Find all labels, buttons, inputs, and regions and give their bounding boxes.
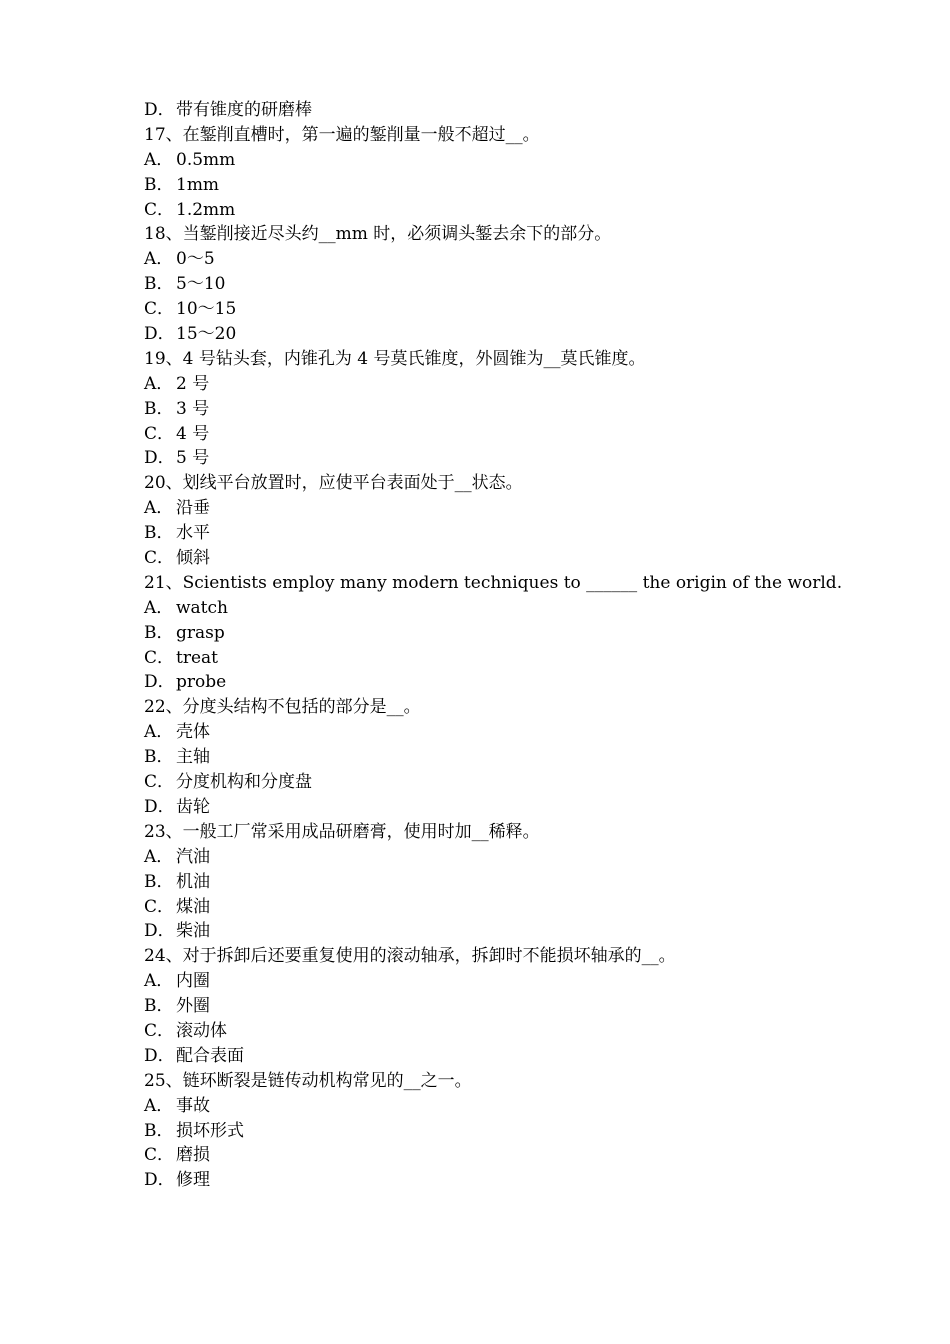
answer-option xyxy=(144,745,844,770)
answer-option xyxy=(144,1119,844,1144)
option-text: 5 号 xyxy=(176,448,210,469)
answer-option xyxy=(144,272,844,297)
answer-option xyxy=(144,148,844,173)
answer-option xyxy=(144,1143,844,1168)
option-letter: C． xyxy=(144,772,175,793)
option-text: 柴油 xyxy=(176,921,210,942)
option-text: 壳体 xyxy=(176,722,210,743)
option-text: treat xyxy=(176,647,218,668)
option-letter: D． xyxy=(144,324,175,345)
option-letter: B． xyxy=(144,174,174,195)
option-text: 机油 xyxy=(176,871,210,892)
option-text: 分度机构和分度盘 xyxy=(176,772,312,793)
option-letter: A． xyxy=(144,846,174,867)
answer-option xyxy=(144,98,844,123)
question-text: 24、对于拆卸后还要重复使用的滚动轴承，拆卸时不能损坏轴承的__。 xyxy=(144,946,676,967)
option-text: 0～5 xyxy=(176,249,215,270)
answer-option xyxy=(144,1094,844,1119)
option-letter: B． xyxy=(144,747,174,768)
option-letter: A． xyxy=(144,1095,174,1116)
answer-option xyxy=(144,1019,844,1044)
answer-option xyxy=(144,720,844,745)
option-text: 煤油 xyxy=(176,896,210,917)
answer-option xyxy=(144,322,844,347)
answer-option xyxy=(144,596,844,621)
option-letter: A． xyxy=(144,722,174,743)
option-letter: B． xyxy=(144,1120,174,1141)
option-letter: C． xyxy=(144,199,175,220)
option-text: 3 号 xyxy=(176,398,210,419)
question-text: 18、当錾削接近尽头约__mm 时，必须调头錾去余下的部分。 xyxy=(144,224,612,245)
option-letter: D． xyxy=(144,448,175,469)
answer-option xyxy=(144,621,844,646)
option-text: 滚动体 xyxy=(176,1020,227,1041)
question-text: 21、Scientists employ many modern techniques to ______ the origin of the world. xyxy=(144,572,843,593)
answer-option xyxy=(144,670,844,695)
answer-option xyxy=(144,496,844,521)
option-text: 事故 xyxy=(176,1095,210,1116)
option-letter: B． xyxy=(144,274,174,295)
option-letter: C． xyxy=(144,1020,175,1041)
answer-option xyxy=(144,770,844,795)
option-text: 2 号 xyxy=(176,373,210,394)
option-text: 沿垂 xyxy=(176,498,210,519)
answer-option xyxy=(144,422,844,447)
option-text: 10～15 xyxy=(176,299,237,320)
question-text: 17、在錾削直槽时，第一遍的錾削量一般不超过__。 xyxy=(144,124,540,145)
option-letter: C． xyxy=(144,896,175,917)
option-letter: B． xyxy=(144,996,174,1017)
answer-option xyxy=(144,521,844,546)
option-text: 配合表面 xyxy=(176,1045,244,1066)
option-letter: A． xyxy=(144,373,174,394)
option-letter: B． xyxy=(144,871,174,892)
option-text: 带有锥度的研磨棒 xyxy=(176,100,312,120)
option-text: 1mm xyxy=(176,174,220,195)
option-letter: C． xyxy=(144,299,175,320)
answer-option xyxy=(144,646,844,671)
option-letter: A． xyxy=(144,149,174,170)
option-letter: B． xyxy=(144,523,174,544)
answer-option xyxy=(144,198,844,223)
option-text: 4 号 xyxy=(176,423,210,444)
answer-option xyxy=(144,173,844,198)
option-letter: D． xyxy=(144,672,175,693)
answer-option xyxy=(144,895,844,920)
option-text: 水平 xyxy=(176,523,210,544)
document-page xyxy=(144,98,844,1193)
option-text: 0.5mm xyxy=(176,149,236,170)
option-text: 5～10 xyxy=(176,274,226,295)
option-letter: D． xyxy=(144,100,175,120)
option-text: 主轴 xyxy=(176,747,210,768)
option-text: 外圈 xyxy=(176,996,210,1017)
option-letter: C． xyxy=(144,1145,175,1166)
answer-option xyxy=(144,870,844,895)
option-text: 修理 xyxy=(176,1170,210,1191)
option-text: 倾斜 xyxy=(176,548,210,569)
option-letter: B． xyxy=(144,398,174,419)
option-letter: C． xyxy=(144,548,175,569)
answer-option xyxy=(144,1168,844,1193)
option-letter: D． xyxy=(144,1045,175,1066)
answer-option xyxy=(144,845,844,870)
answer-option xyxy=(144,247,844,272)
option-letter: A． xyxy=(144,971,174,992)
option-letter: C． xyxy=(144,423,175,444)
answer-option xyxy=(144,994,844,1019)
answer-option xyxy=(144,1044,844,1069)
option-text: 内圈 xyxy=(176,971,210,992)
option-letter: B． xyxy=(144,622,174,643)
option-letter: A． xyxy=(144,597,174,618)
option-text: 15～20 xyxy=(176,324,237,345)
option-letter: A． xyxy=(144,249,174,270)
option-text: 汽油 xyxy=(176,846,210,867)
question-text: 23、一般工厂常采用成品研磨膏，使用时加__稀释。 xyxy=(144,821,540,842)
option-letter: C． xyxy=(144,647,175,668)
answer-option xyxy=(144,397,844,422)
question-text: 20、划线平台放置时，应使平台表面处于__状态。 xyxy=(144,473,523,494)
answer-option xyxy=(144,297,844,322)
option-text: watch xyxy=(176,597,228,618)
option-letter: A． xyxy=(144,498,174,519)
option-text: probe xyxy=(176,672,227,693)
answer-option xyxy=(144,446,844,471)
answer-option xyxy=(144,919,844,944)
option-text: 磨损 xyxy=(176,1145,210,1166)
option-text: 1.2mm xyxy=(176,199,236,220)
question-text: 22、分度头结构不包括的部分是__。 xyxy=(144,697,421,718)
answer-option xyxy=(144,372,844,397)
option-letter: D． xyxy=(144,921,175,942)
option-text: grasp xyxy=(176,622,225,643)
answer-option xyxy=(144,969,844,994)
answer-option xyxy=(144,546,844,571)
question-text: 25、链环断裂是链传动机构常见的__之一。 xyxy=(144,1070,472,1091)
option-letter: D． xyxy=(144,1170,175,1191)
question-text: 19、4 号钻头套，内锥孔为 4 号莫氏锥度，外圆锥为__莫氏锥度。 xyxy=(144,348,646,369)
option-letter: D． xyxy=(144,796,175,817)
answer-option xyxy=(144,795,844,820)
option-text: 损坏形式 xyxy=(176,1120,244,1141)
option-text: 齿轮 xyxy=(176,796,210,817)
